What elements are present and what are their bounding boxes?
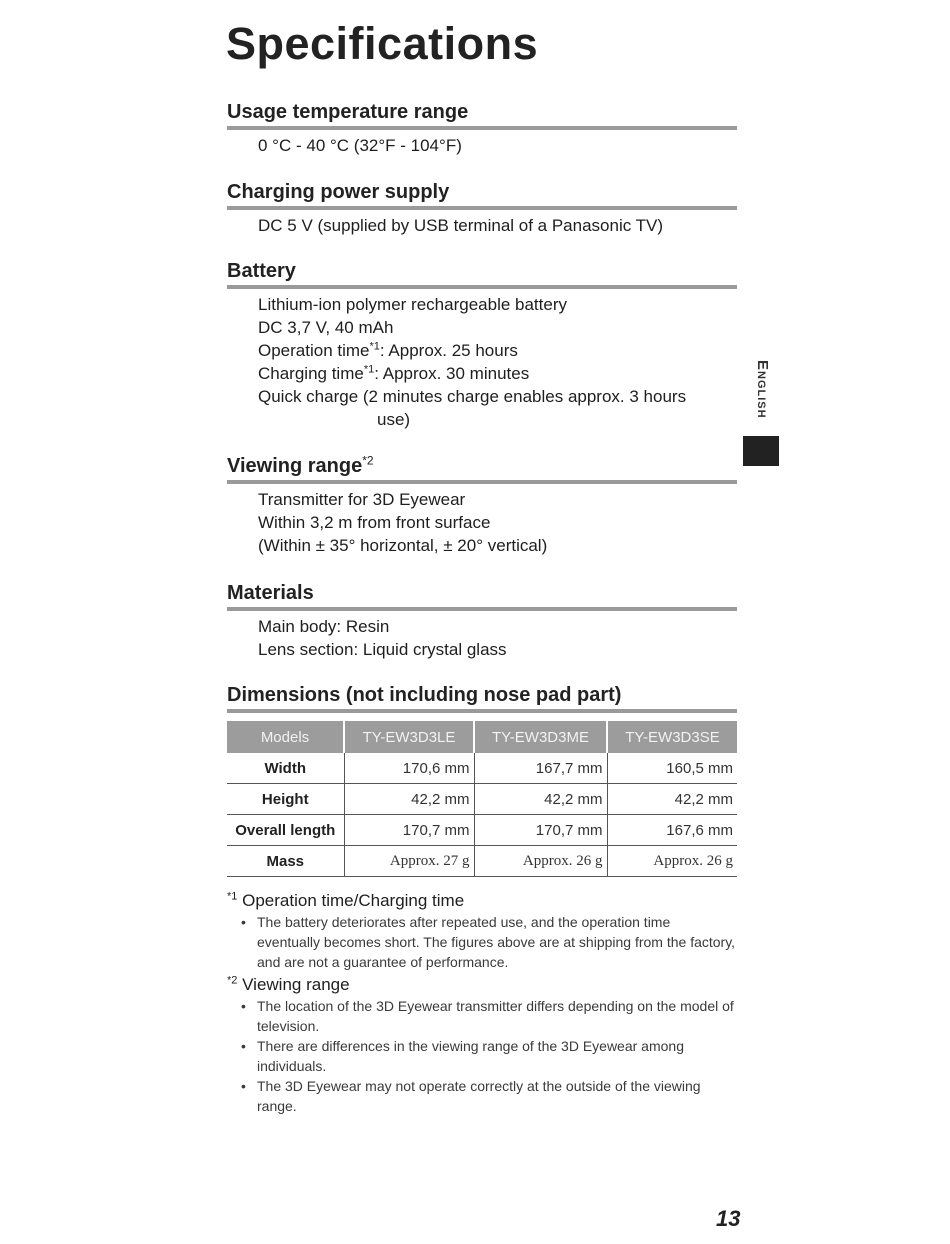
section-heading: Dimensions (not including nose pad part) [227,683,737,713]
spec-line: (Within ± 35° horizontal, ± 20° vertical) [258,536,548,555]
value: : Approx. 30 minutes [374,364,530,383]
section-battery [227,259,737,431]
table-header: TY-EW3D3LE [344,721,474,753]
table-row [227,846,737,877]
section-body [227,289,737,431]
table-header: Models [227,721,344,753]
footnote-mark: *1 [363,363,375,376]
spec-line: Main body: Resin [258,617,390,636]
section-viewing-range [227,454,737,557]
footnote-bullet: • The location of the 3D Eyewear transmitter differs depending on the model of television. [239,996,737,1036]
table-cell: 170,7 mm [474,815,607,846]
table-header-row [227,721,737,753]
table-cell: 170,7 mm [344,815,474,846]
spec-line: 0 °C - 40 °C (32°F - 104°F) [258,136,462,155]
spec-line: Transmitter for 3D Eyewear [258,490,466,509]
footnotes [227,890,737,1118]
table-cell: Approx. 26 g [474,846,607,877]
table-row [227,784,737,815]
table-header: TY-EW3D3SE [607,721,737,753]
dimensions-table [227,721,737,877]
table-cell: 160,5 mm [607,753,737,784]
spec-line-charging-time [258,362,737,385]
table-row [227,753,737,784]
language-side-label: English [754,360,771,419]
table-cell: 167,7 mm [474,753,607,784]
heading-text: Viewing range [227,455,363,477]
section-body [227,130,737,157]
value: : Approx. 25 hours [379,341,518,360]
footnote-mark: *2 [227,974,238,987]
section-usage-temperature [227,100,737,157]
table-cell: 42,2 mm [344,784,474,815]
section-materials [227,581,737,661]
table-cell: 42,2 mm [607,784,737,815]
footnote-title [227,974,737,996]
spec-line-continued: use) [377,410,411,429]
spec-line: Lithium-ion polymer rechargeable battery [258,295,567,314]
section-body [227,210,737,237]
footnote-mark: *1 [227,890,238,903]
footnote-title-text: Viewing range [237,975,350,994]
footnote-title-text: Operation time/Charging time [237,891,465,910]
footnote-bullet: • The 3D Eyewear may not operate correctly at the outside of the viewing range. [239,1076,737,1116]
spec-line: Within 3,2 m from front surface [258,513,491,532]
row-label: Mass [227,846,344,877]
label: Charging time [258,364,364,383]
row-label: Width [227,753,344,784]
table-cell: 42,2 mm [474,784,607,815]
section-heading [227,454,737,484]
table-cell: 170,6 mm [344,753,474,784]
section-heading: Materials [227,581,737,611]
spec-line: Lens section: Liquid crystal glass [258,640,507,659]
section-body [227,611,737,661]
spec-line-operation-time [258,339,737,362]
footnote-mark: *2 [362,453,374,468]
section-heading: Battery [227,259,737,289]
page-title: Specifications [226,18,539,69]
footnote-bullet: • There are differences in the viewing range of the 3D Eyewear among individuals. [239,1036,737,1076]
row-label: Overall length [227,815,344,846]
footnote-list [227,912,737,972]
label: Operation time [258,341,370,360]
footnote-mark: *1 [369,340,380,353]
spec-line: DC 5 V (supplied by USB terminal of a Panasonic TV) [258,216,664,235]
footnote-list [227,996,737,1116]
table-header: TY-EW3D3ME [474,721,607,753]
footnote-title [227,890,737,912]
section-heading: Charging power supply [227,180,737,210]
table-cell: 167,6 mm [607,815,737,846]
spec-line: Quick charge (2 minutes charge enables approx. 3 hours [258,387,687,406]
section-dimensions [227,683,737,713]
table-cell: Approx. 27 g [344,846,474,877]
footnote-bullet: • The battery deteriorates after repeated use, and the operation time eventually becomes short. The figures above are at shipping from the factory, and are not a guarantee of performance. [239,912,737,972]
page-number: 13 [716,1206,741,1231]
table-row [227,815,737,846]
section-charging-power [227,180,737,237]
section-body [227,484,737,557]
row-label: Height [227,784,344,815]
language-tab-marker [743,436,779,466]
section-heading: Usage temperature range [227,100,737,130]
table-cell: Approx. 26 g [607,846,737,877]
spec-line: DC 3,7 V, 40 mAh [258,318,394,337]
